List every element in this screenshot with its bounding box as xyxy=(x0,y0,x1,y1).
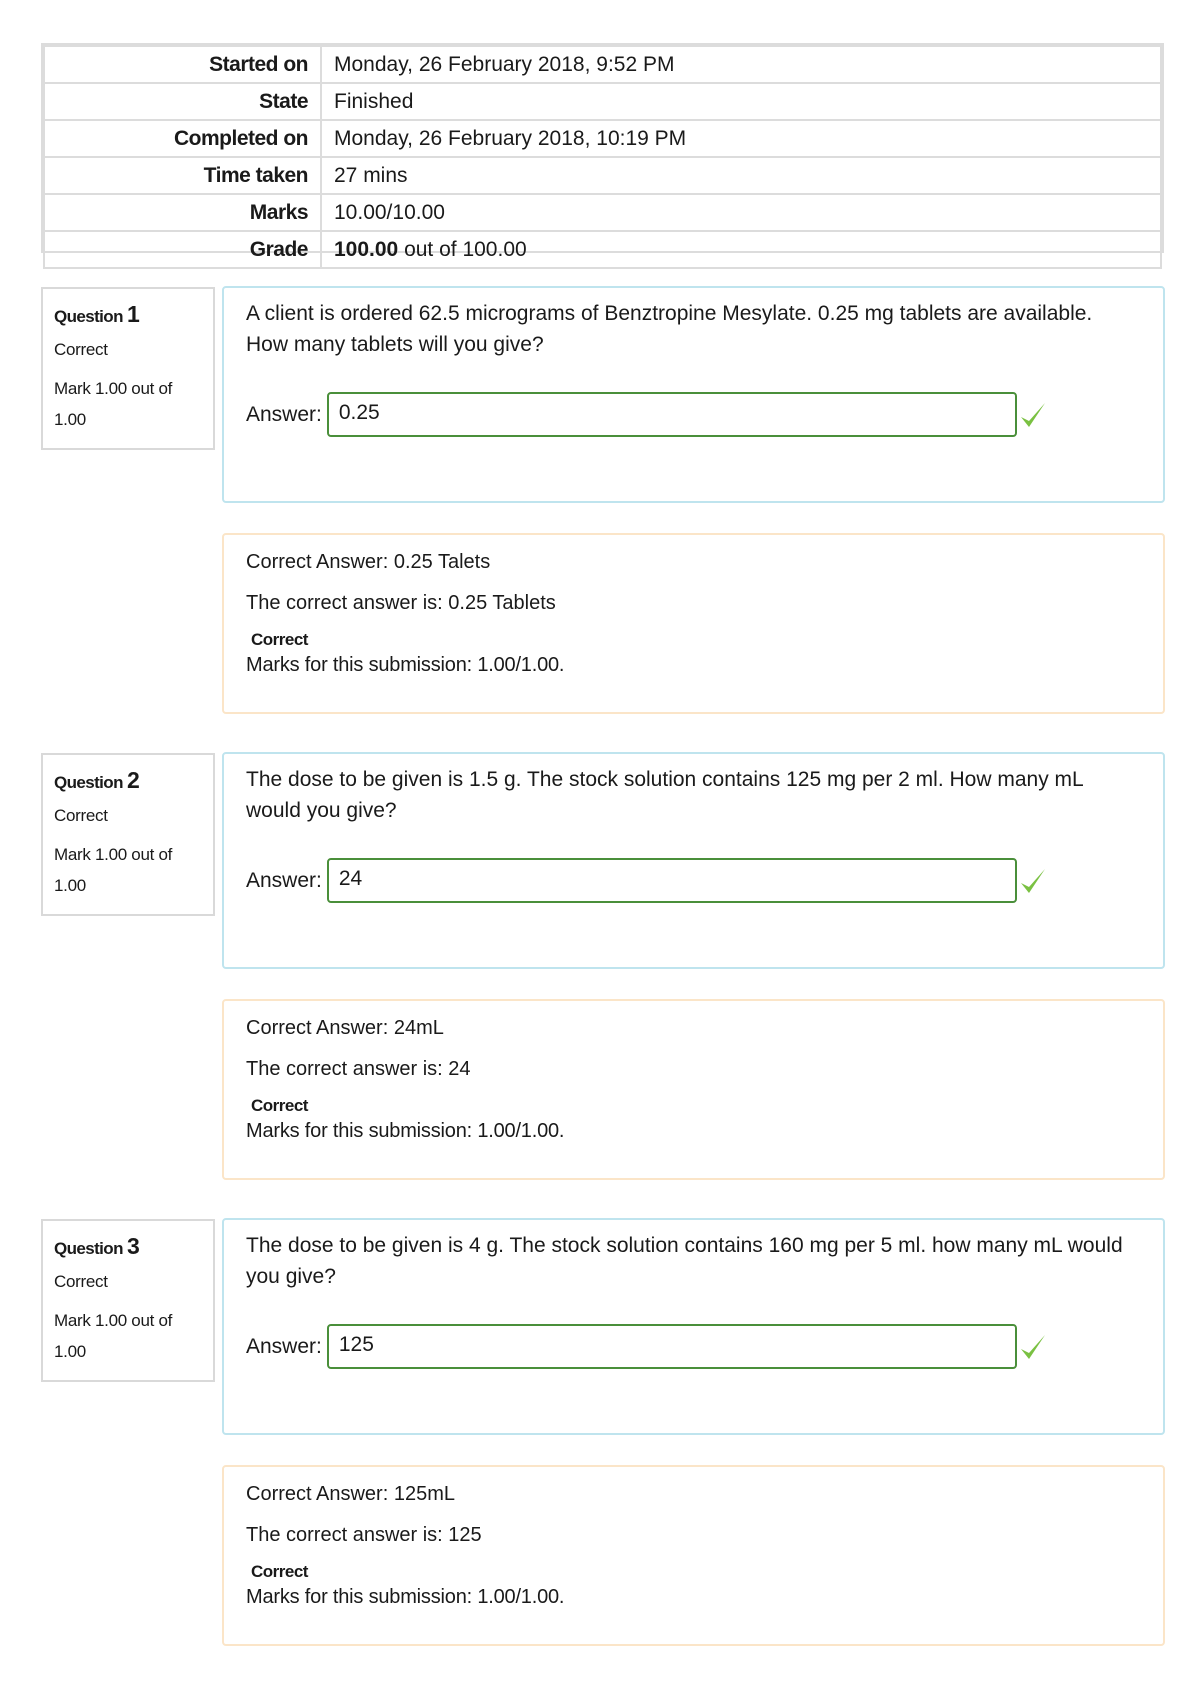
question-num: 2 xyxy=(127,767,140,793)
question-1-info xyxy=(41,287,215,450)
question-2-info xyxy=(41,753,215,916)
right-answer: Correct Answer: 0.25 Talets xyxy=(246,551,491,573)
submission-marks: Marks for this submission: 1.00/1.00. xyxy=(246,1586,565,1608)
question-state: Correct xyxy=(54,806,108,825)
answer-input[interactable]: 0.25 xyxy=(327,392,1017,437)
answer-input[interactable]: 125 xyxy=(327,1324,1017,1369)
question-3-feedback xyxy=(222,1465,1165,1646)
question-2-feedback xyxy=(222,999,1165,1180)
question-grade: Mark 1.00 out of 1.00 xyxy=(54,379,173,429)
question-number xyxy=(54,767,203,794)
answer-label: Answer: xyxy=(246,402,322,426)
checkmark-icon xyxy=(1019,866,1047,896)
summary-value: Monday, 26 February 2018, 9:52 PM xyxy=(321,46,1161,83)
summary-value xyxy=(321,231,1161,268)
summary-row-grade xyxy=(44,231,1161,268)
summary-row-marks xyxy=(44,194,1161,231)
question-1-feedback xyxy=(222,533,1165,714)
correct-answer: The correct answer is: 24 xyxy=(246,1058,471,1080)
right-answer: Correct Answer: 125mL xyxy=(246,1483,455,1505)
question-state: Correct xyxy=(54,1272,108,1291)
right-answer: Correct Answer: 24mL xyxy=(246,1017,444,1039)
answer-input[interactable]: 24 xyxy=(327,858,1017,903)
question-state: Correct xyxy=(54,340,108,359)
quiz-summary xyxy=(41,43,1164,261)
question-label: Question xyxy=(54,307,123,326)
question-1-formulation xyxy=(222,286,1165,503)
checkmark-icon xyxy=(1019,1332,1047,1362)
summary-label: State xyxy=(44,83,321,120)
question-label: Question xyxy=(54,1239,123,1258)
summary-label: Grade xyxy=(44,231,321,268)
question-text: A client is ordered 62.5 micrograms of Benztropine Mesylate. 0.25 mg tablets are available. How many tablets will you give? xyxy=(246,302,1093,356)
answer-row xyxy=(246,1324,1047,1369)
summary-value: 10.00/10.00 xyxy=(321,194,1161,231)
question-3-info xyxy=(41,1219,215,1382)
question-num: 1 xyxy=(127,301,140,327)
question-grade: Mark 1.00 out of 1.00 xyxy=(54,845,173,895)
question-text: The dose to be given is 4 g. The stock solution contains 160 mg per 5 ml. how many mL would you give? xyxy=(246,1234,1123,1288)
feedback-state: Correct xyxy=(251,1562,308,1581)
summary-table xyxy=(43,45,1162,269)
grade-out-of: out of 100.00 xyxy=(398,237,527,261)
answer-row xyxy=(246,392,1047,437)
question-grade: Mark 1.00 out of 1.00 xyxy=(54,1311,173,1361)
summary-row-state xyxy=(44,83,1161,120)
summary-row-completed xyxy=(44,120,1161,157)
summary-label: Started on xyxy=(44,46,321,83)
summary-value: 27 mins xyxy=(321,157,1161,194)
question-text: The dose to be given is 1.5 g. The stock solution contains 125 mg per 2 ml. How many mL would you give? xyxy=(246,768,1083,822)
summary-value: Monday, 26 February 2018, 10:19 PM xyxy=(321,120,1161,157)
checkmark-icon xyxy=(1019,400,1047,430)
answer-label: Answer: xyxy=(246,868,322,892)
summary-label: Marks xyxy=(44,194,321,231)
submission-marks: Marks for this submission: 1.00/1.00. xyxy=(246,654,565,676)
summary-row-time-taken xyxy=(44,157,1161,194)
summary-label: Completed on xyxy=(44,120,321,157)
question-3-formulation xyxy=(222,1218,1165,1435)
correct-answer: The correct answer is: 0.25 Tablets xyxy=(246,592,556,614)
question-label: Question xyxy=(54,773,123,792)
summary-label: Time taken xyxy=(44,157,321,194)
grade-value: 100.00 xyxy=(334,237,399,261)
feedback-state: Correct xyxy=(251,630,308,649)
answer-label: Answer: xyxy=(246,1334,322,1358)
correct-answer: The correct answer is: 125 xyxy=(246,1524,482,1546)
question-number xyxy=(54,301,203,328)
submission-marks: Marks for this submission: 1.00/1.00. xyxy=(246,1120,565,1142)
summary-row-started xyxy=(44,46,1161,83)
question-number xyxy=(54,1233,203,1260)
feedback-state: Correct xyxy=(251,1096,308,1115)
summary-value: Finished xyxy=(321,83,1161,120)
answer-row xyxy=(246,858,1047,903)
question-2-formulation xyxy=(222,752,1165,969)
question-num: 3 xyxy=(127,1233,140,1259)
